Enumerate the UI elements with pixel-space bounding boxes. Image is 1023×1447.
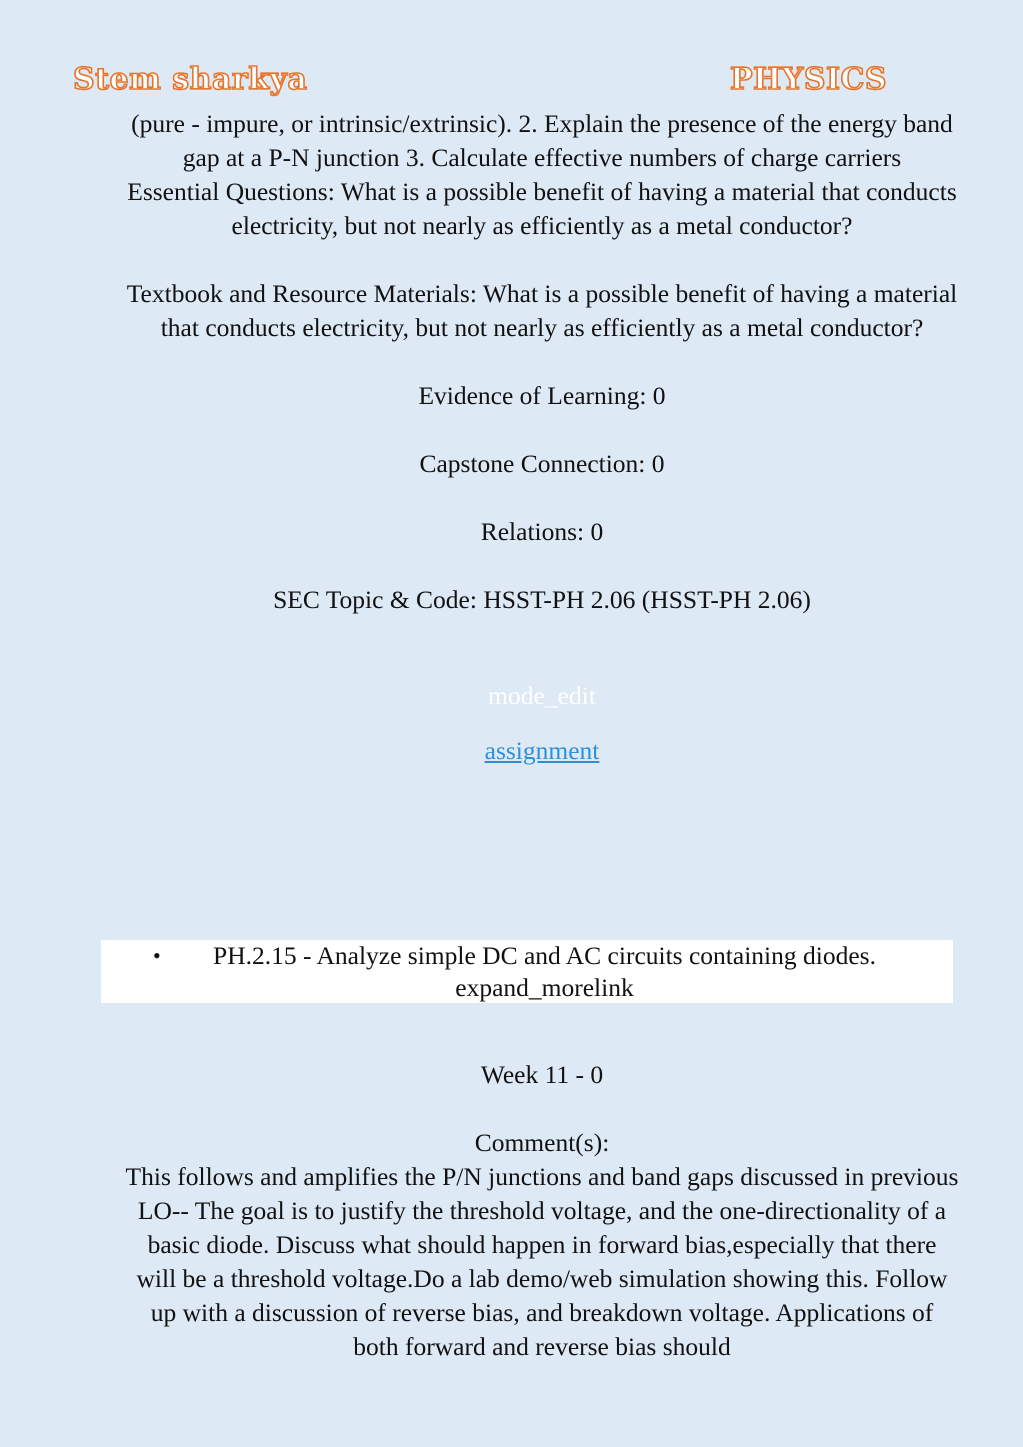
expand-more-link-controls[interactable]: expand_morelink	[455, 973, 634, 1002]
assignment-link[interactable]: assignment	[484, 736, 600, 765]
brand-logo-text: Stem sharkya	[73, 62, 308, 97]
comments-section	[125, 1058, 959, 1364]
subject-title: PHYSICS	[730, 62, 888, 97]
lesson-details	[125, 107, 959, 768]
essential-questions: Essential Questions: What is a possible benefit of having a material that conducts electricity, but not nearly as efficiently as a metal conductor?	[127, 177, 957, 240]
sec-topic-code: SEC Topic & Code: HSST-PH 2.06 (HSST-PH 2.06)	[273, 585, 811, 614]
bullet-icon: •	[153, 943, 161, 968]
mode-edit-icon[interactable]: mode_edit	[488, 681, 596, 710]
week-label: Week 11 - 0	[480, 1060, 604, 1089]
learning-objective-text: PH.2.15 - Analyze simple DC and AC circuits containing diodes.	[213, 941, 876, 970]
learning-objective-item	[101, 940, 953, 1003]
capstone-connection: Capstone Connection: 0	[419, 449, 665, 478]
objectives-text: (pure - impure, or intrinsic/extrinsic). 2. Explain the presence of the energy band gap at a P-N junction 3. Calculate effective numbers of charge carriers	[131, 109, 953, 172]
relations: Relations: 0	[480, 517, 604, 546]
evidence-of-learning: Evidence of Learning: 0	[418, 381, 666, 410]
comments-label: Comment(s):	[474, 1128, 610, 1157]
textbook-resources: Textbook and Resource Materials: What is a possible benefit of having a material that conducts electricity, but not nearly as efficiently as a metal conductor?	[126, 279, 958, 342]
comment-text: This follows and amplifies the P/N junctions and band gaps discussed in previous LO-- The goal is to justify the threshold voltage, and the one-directionality of a basic diode. Discuss what should happen in forward bias,especially that there will be a threshold voltage.Do a lab demo/web simulation showing this. Follow up with a discussion of reverse bias, and breakdown voltage. Applications of both forward and reverse bias should	[125, 1162, 959, 1361]
